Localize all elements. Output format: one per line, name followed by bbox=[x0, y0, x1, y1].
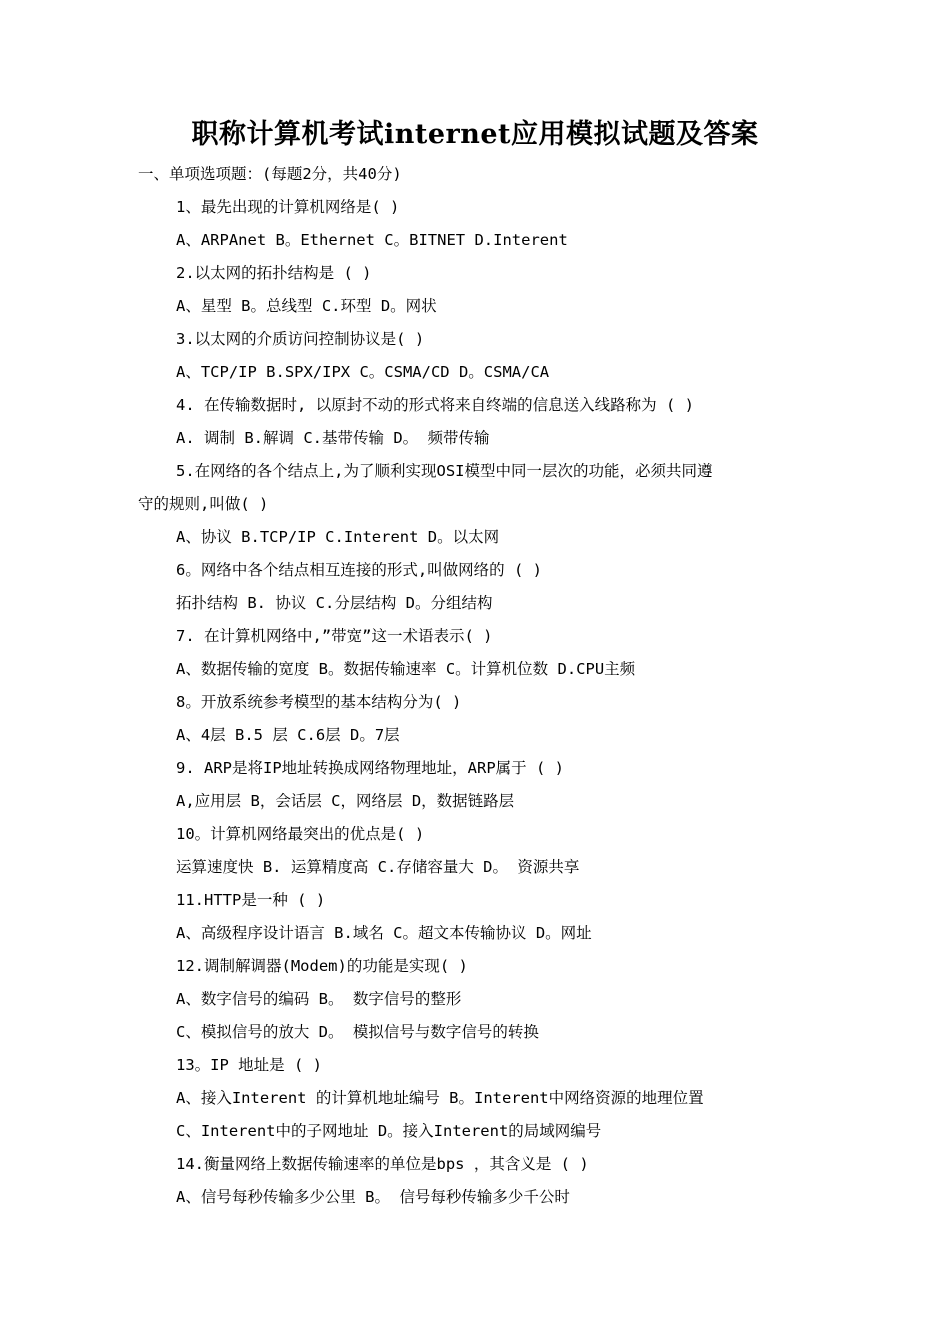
options-line: A、ARPAnet B。Ethernet C。BITNET D.Interent bbox=[176, 231, 568, 249]
question-line: 11.HTTP是一种 ( ) bbox=[176, 891, 326, 909]
question-line: 13。IP 地址是 ( ) bbox=[176, 1056, 322, 1074]
section-heading: 一、单项选项题：(每题2分，共40分) bbox=[138, 165, 402, 183]
options-line: A,应用层 B，会话层 C，网络层 D，数据链路层 bbox=[176, 792, 515, 810]
options-line: A、高级程序设计语言 B.域名 C。超文本传输协议 D。网址 bbox=[176, 924, 592, 942]
question-line: 6。网络中各个结点相互连接的形式,叫做网络的 ( ) bbox=[176, 561, 542, 579]
question-line: 5.在网络的各个结点上,为了顺利实现OSI模型中同一层次的功能，必须共同遵 bbox=[176, 462, 713, 480]
question-line: 10。计算机网络最突出的优点是( ) bbox=[176, 825, 425, 843]
options-line: A、接入Interent 的计算机地址编号 B。Interent中网络资源的地理位置 bbox=[176, 1089, 704, 1107]
question-line: 14.衡量网络上数据传输速率的单位是bps ，其含义是 ( ) bbox=[176, 1155, 589, 1173]
options-line: 拓扑结构 B. 协议 C.分层结构 D。分组结构 bbox=[176, 594, 493, 612]
options-line: A、协议 B.TCP/IP C.Interent D。以太网 bbox=[176, 528, 500, 546]
question-line: 4. 在传输数据时, 以原封不动的形式将来自终端的信息送入线路称为 ( ) bbox=[176, 396, 694, 414]
options-line: A、数据传输的宽度 B。数据传输速率 C。计算机位数 D.CPU主频 bbox=[176, 660, 636, 678]
question-line: 1、最先出现的计算机网络是( ) bbox=[176, 198, 400, 216]
document-title: 职称计算机考试internet应用模拟试题及答案 bbox=[191, 119, 759, 150]
options-line: A、星型 B。总线型 C.环型 D。网状 bbox=[176, 297, 437, 315]
options-line: C、模拟信号的放大 D。 模拟信号与数字信号的转换 bbox=[176, 1023, 539, 1041]
question-line: 12.调制解调器(Modem)的功能是实现( ) bbox=[176, 957, 468, 975]
question-line: 3.以太网的介质访问控制协议是( ) bbox=[176, 330, 425, 348]
question-line: 9. ARP是将IP地址转换成网络物理地址，ARP属于 ( ) bbox=[176, 759, 564, 777]
question-line: 7. 在计算机网络中,”带宽”这一术语表示( ) bbox=[176, 627, 493, 645]
options-line: A、4层 B.5 层 C.6层 D。7层 bbox=[176, 726, 400, 744]
question-line-continued: 守的规则,叫做( ) bbox=[138, 495, 269, 513]
options-line: A、信号每秒传输多少公里 B。 信号每秒传输多少千公时 bbox=[176, 1188, 570, 1206]
options-line: C、Interent中的子网地址 D。接入Interent的局域网编号 bbox=[176, 1122, 602, 1140]
question-line: 8。开放系统参考模型的基本结构分为( ) bbox=[176, 693, 462, 711]
question-line: 2.以太网的拓扑结构是 ( ) bbox=[176, 264, 372, 282]
options-line: 运算速度快 B. 运算精度高 C.存储容量大 D。 资源共享 bbox=[176, 858, 580, 876]
options-line: A、数字信号的编码 B。 数字信号的整形 bbox=[176, 990, 462, 1008]
options-line: A. 调制 B.解调 C.基带传输 D。 频带传输 bbox=[176, 429, 490, 447]
options-line: A、TCP/IP B.SPX/IPX C。CSMA/CD D。CSMA/CA bbox=[176, 363, 550, 381]
